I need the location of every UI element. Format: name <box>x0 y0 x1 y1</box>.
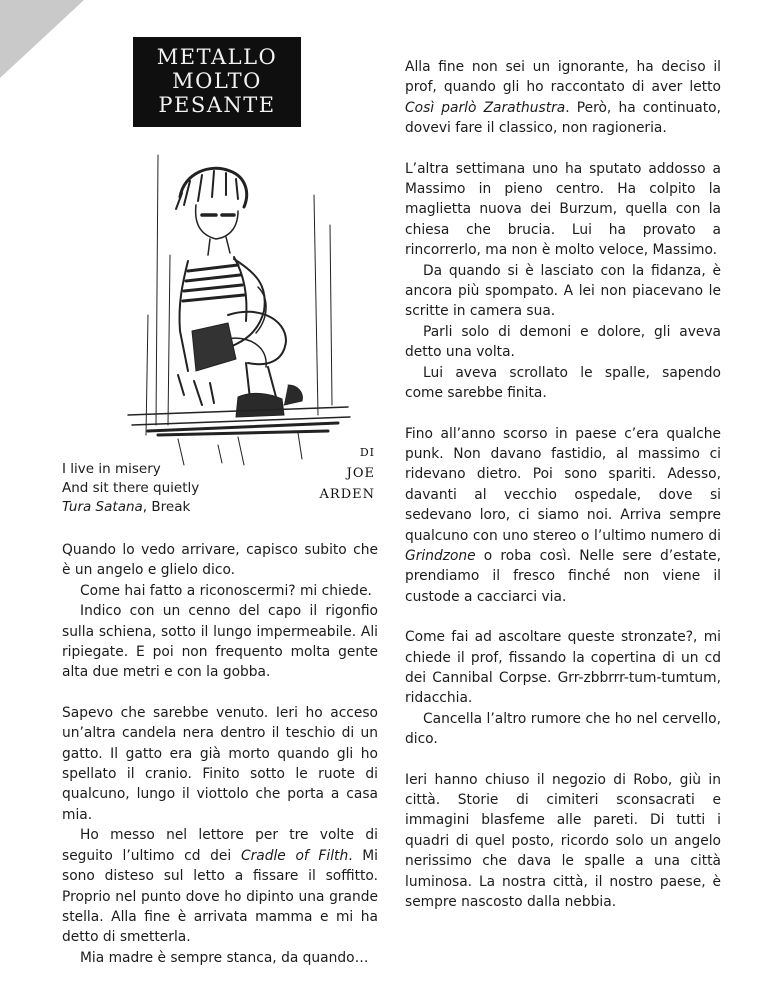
paragraph: L’altra settimana uno ha sputato addosso a Massimo in pieno centro. Ha colpito la maglietta nuova dei Burzum, quella con la chiesa che brucia. Lui ha provato a rincorrerlo, ma non è molto veloce, Massimo. <box>405 160 721 259</box>
title-line-3: PESANTE <box>158 93 276 117</box>
paragraph: Come fai ad ascoltare queste stronzate?, mi chiede il prof, fissando la copertina di un cd dei Cannibal Corpse. Grr-zbbrrr-tum-tumtum, ridacchia. <box>405 629 721 707</box>
epigraph-line-2: And sit there quietly <box>62 480 200 496</box>
author-credit <box>300 442 375 505</box>
text-run: o roba così. Nelle sere d’estate, prendiamo il fresco finché non viene il custode a cacciarci via. <box>405 547 721 605</box>
title-line-1: METALLO <box>156 45 278 69</box>
page-corner-fold <box>0 0 84 78</box>
paragraph: Cancella l’altro rumore che ho nel cervello, dico. <box>405 710 721 748</box>
text-run: . Mi sono disteso sul letto a fissare il soffitto. Proprio nel punto dove ho dipinto una grande stella. Alla fine è arrivata mamma e mi ha detto di smetterla. <box>62 847 379 946</box>
paragraph: Quando lo vedo arrivare, capisco subito che è un angelo e glielo dico. <box>62 542 378 579</box>
text-run: Fino all’anno scorso in paese c’era qualche punk. Non davano fastidio, al massimo ci ridevano dietro. Poi sono spariti. Adesso, davanti al vecchio ospedale, dove si sedevano loro, ci siamo noi. Arriva sempre qualcuno con uno stereo o l’ultimo numero di <box>405 425 721 544</box>
paragraph: Ieri hanno chiuso il negozio di Robo, giù in città. Storie di cimiteri sconsacrati e immagini blasfeme alle pareti. Di tutti i quadri di quel posto, ricordo solo un angelo nerissimo che dava le spalle a una città luminosa. La nostra città, il nostro paese, è sempre nascosto dalla nebbia. <box>405 771 721 911</box>
paragraph <box>62 825 378 947</box>
epigraph-source <box>62 498 302 517</box>
left-column <box>62 540 378 968</box>
author-last-name: ARDEN <box>319 487 375 502</box>
paragraph: Da quando si è lasciato con la fidanza, è ancora più spompato. A lei non piacevano le scritte in camera sua. <box>405 262 721 320</box>
band-name: Cradle of Filth <box>240 847 349 864</box>
magazine-title: Grindzone <box>405 547 476 564</box>
title-line-2: MOLTO <box>172 69 262 93</box>
epigraph <box>62 460 302 517</box>
paragraph: Parli solo di demoni e dolore, gli aveva detto una volta. <box>405 323 721 361</box>
epigraph-song: , Break <box>142 499 191 515</box>
paragraph <box>405 424 721 608</box>
title-logo <box>133 37 301 127</box>
author-first-name: JOE <box>346 466 375 481</box>
epigraph-artist: Tura Satana <box>62 499 143 515</box>
text-run: . Però, ha continuato, dovevi fare il classico, non ragioneria. <box>405 99 721 137</box>
book-title: Così parlò Zarathustra <box>405 99 566 116</box>
sketch-illustration <box>118 135 358 470</box>
right-column <box>405 57 721 912</box>
paragraph: Indico con un cenno del capo il rigonfio sulla schiena, sotto il lungo impermeabile. Ali ripiegate. E poi non frequento molta gente alta due metri e con la gobba. <box>62 603 378 681</box>
epigraph-line-1: I live in misery <box>62 461 161 477</box>
author-by: DI <box>359 446 375 459</box>
text-run: Alla fine non sei un ignorante, ha deciso il prof, quando gli ho raccontato di aver letto <box>405 59 721 96</box>
paragraph: Come hai fatto a riconoscermi? mi chiede. <box>80 582 372 599</box>
paragraph: Mia madre è sempre stanca, da quando… <box>80 949 369 966</box>
paragraph: Lui aveva scrollato le spalle, sapendo come sarebbe finita. <box>405 364 721 402</box>
text-run: Ho messo nel lettore per tre volte di seguito l’ultimo cd dei <box>62 827 378 864</box>
paragraph <box>405 57 721 139</box>
paragraph: Sapevo che sarebbe venuto. Ieri ho acceso un’altra candela nera dentro il teschio di un gatto. Il gatto era già morto quando gli ho spellato il cranio. Finito sotto le ruote di qualcuno, lungo il viottolo che porta a casa mia. <box>62 704 378 823</box>
